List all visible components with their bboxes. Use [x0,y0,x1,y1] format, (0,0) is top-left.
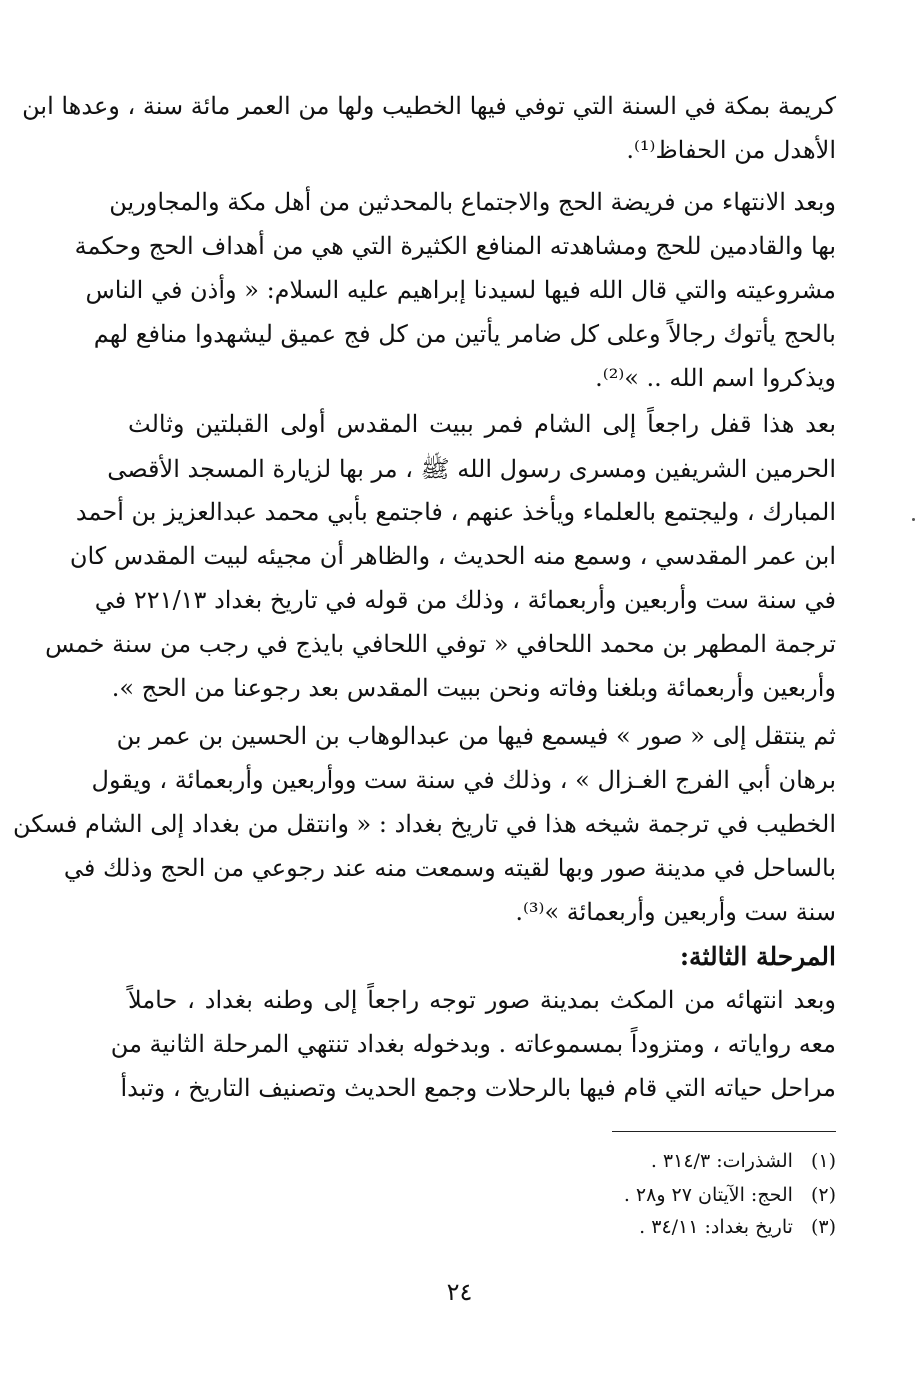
text-line: معه رواياته ، ومتزوداً بمسموعاته . وبدخوله بغداد تنتهي المرحلة الثانية من [110,1030,836,1058]
page-number: ٢٤ [446,1278,473,1306]
text-line: وبعد الانتهاء من فريضة الحج والاجتماع بالمحدثين من أهل مكة والمجاورين [109,188,836,216]
text-line: الخطيب في ترجمة شيخه هذا في تاريخ بغداد : « وانتقل من بغداد إلى الشام فسكن [12,810,836,838]
text-line: بالحج يأتوك رجالاً وعلى كل ضامر يأتين من كل فج عميق ليشهدوا منافع لهم [93,320,836,348]
text-line: الحرمين الشريفين ومسرى رسول الله ﷺ ، مر بها لزيارة المسجد الأقصى [107,455,836,483]
text-line: مشروعيته والتي قال الله فيها لسيدنا إبراهيم عليه السلام: « وأذن في الناس [85,276,836,304]
text-line: بعد هذا قفل راجعاً إلى الشام فمر ببيت المقدس أولى القبلتين وثالث [128,410,836,438]
text-line: الأهدل من الحفاظ⁽¹⁾. [626,136,836,164]
scan-mark [912,518,915,521]
text-line: ويذكروا اسم الله .. »⁽²⁾. [595,364,836,392]
text-line: سنة ست وأربعين وأربعمائة »⁽³⁾. [515,898,836,926]
footnote-number: (١) [810,1150,836,1172]
footnote-number: (٢) [810,1184,836,1206]
footnote-number: (٣) [810,1216,836,1238]
text-line: بها والقادمين للحج ومشاهدته المنافع الكثيرة التي هي من أهداف الحج وحكمة [74,232,836,260]
text-line: ثم ينتقل إلى « صور » فيسمع فيها من عبدالوهاب بن الحسين بن عمر بن [116,722,836,750]
body-text [12,92,836,1142]
section-heading: المرحلة الثالثة: [679,942,836,971]
footnote-divider [612,1131,836,1132]
footnote-text: تاريخ بغداد: ٣٤/١١ . [639,1216,793,1238]
footnote [639,1216,836,1238]
footnote-text: الشذرات: ٣١٤/٣ . [650,1150,793,1172]
text-line: في سنة ست وأربعين وأربعمائة ، وذلك من قوله في تاريخ بغداد ٢٢١/١٣ في [94,586,836,614]
footnote-text: الحج: الآيتان ٢٧ و٢٨ . [623,1184,793,1206]
text-line: كريمة بمكة في السنة التي توفي فيها الخطيب ولها من العمر مائة سنة ، وعدها ابن [22,92,836,120]
text-line: ترجمة المطهر بن محمد اللحافي « توفي اللحافي بايذج في رجب من سنة خمس [45,630,836,658]
text-line: وبعد انتهائه من المكث بمدينة صور توجه راجعاً إلى وطنه بغداد ، حاملاً [128,986,836,1014]
text-line: مراحل حياته التي قام فيها بالرحلات وجمع الحديث وتصنيف التاريخ ، وتبدأ [120,1074,836,1102]
text-line: بالساحل في مدينة صور وبها لقيته وسمعت منه عند رجوعي من الحج وذلك في [63,854,836,882]
text-line: المبارك ، وليجتمع بالعلماء ويأخذ عنهم ، فاجتمع بأبي محمد عبدالعزيز بن أحمد [75,498,836,526]
footnote [624,1184,836,1206]
text-line: وأربعين وأربعمائة وبلغنا وفاته ونحن ببيت المقدس بعد رجوعنا من الحج ». [111,674,836,702]
footnote [651,1150,836,1172]
text-line: ابن عمر المقدسي ، وسمع منه الحديث ، والظاهر أن مجيئه لبيت المقدس كان [69,542,836,570]
text-line: برهان أبي الفرج الغـزال » ، وذلك في سنة ست ووأربعين وأربعمائة ، ويقول [91,766,836,794]
